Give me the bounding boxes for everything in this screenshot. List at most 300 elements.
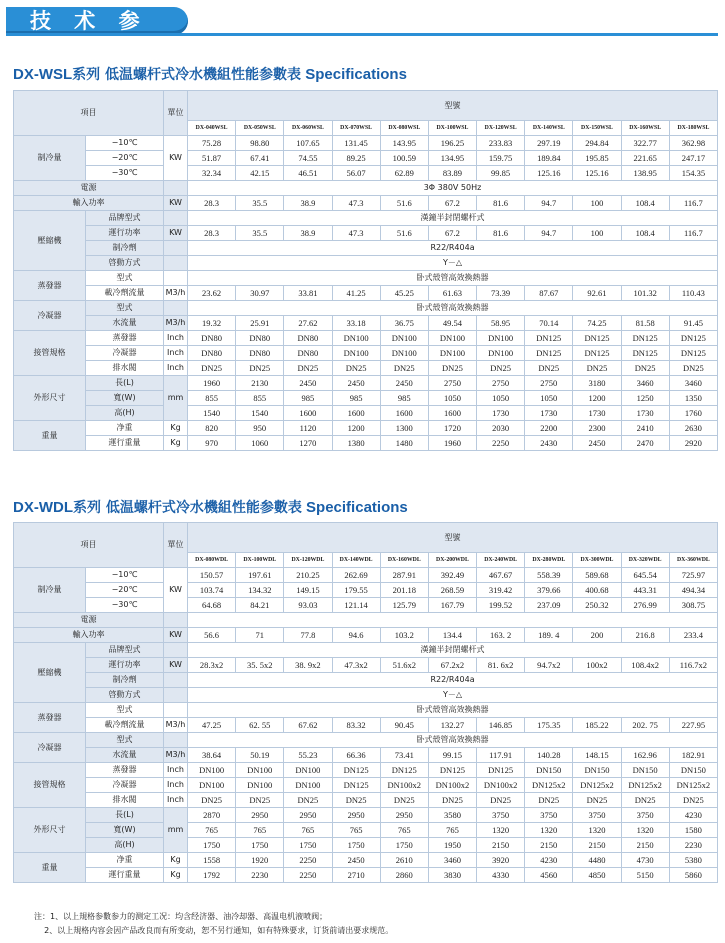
height-value: 2150 — [477, 838, 525, 853]
weight-label: 重量 — [14, 421, 86, 451]
pipe-cond-value: DN125x2 — [525, 778, 573, 793]
model-header: DX-240WDL — [477, 553, 525, 568]
pipe-cond-label: 冷凝器 — [86, 778, 164, 793]
unit-empty — [164, 271, 188, 286]
cooling-minus20-value: 179.55 — [332, 583, 380, 598]
cooling-capacity-label: 制冷量 — [14, 136, 86, 181]
model-header: DX-080WSL — [380, 121, 428, 136]
length-label: 長(L) — [86, 376, 164, 391]
water-flow-value: 25.91 — [236, 316, 284, 331]
footnote-1: 注：1、以上規格参數参力的测定工况：均含经济器、油冷却器、高温电机液喷阀； — [34, 912, 328, 921]
unit-inch: Inch — [164, 331, 188, 346]
width-value: 1250 — [621, 391, 669, 406]
cooling-minus30-value: 125.79 — [380, 598, 428, 613]
water-flow-value: 140.28 — [525, 748, 573, 763]
input-power-value: 47.3 — [332, 196, 380, 211]
model-header: DX-160WSL — [621, 121, 669, 136]
running-weight-value: 5150 — [621, 868, 669, 883]
width-label: 寬(W) — [86, 823, 164, 838]
drain-valve-value: DN25 — [236, 793, 284, 808]
evap-flow-value: 73.39 — [477, 286, 525, 301]
model-header: DX-320WDL — [621, 553, 669, 568]
net-weight-value: 2630 — [669, 421, 717, 436]
pipe-evap-label: 蒸發器 — [86, 331, 164, 346]
water-flow-value: 36.75 — [380, 316, 428, 331]
pipe-evap-value: DN80 — [236, 331, 284, 346]
drain-valve-value: DN25 — [477, 361, 525, 376]
height-value: 1600 — [380, 406, 428, 421]
input-power-value: 108.4 — [621, 196, 669, 211]
compressor-type-value: 漢鐘半封閉螺杆式 — [188, 643, 718, 658]
width-value: 765 — [188, 823, 236, 838]
running-weight-value: 2920 — [669, 436, 717, 451]
input-power-value: 134.4 — [428, 628, 476, 643]
running-weight-value: 1792 — [188, 868, 236, 883]
cond-type-value: 卧式殼管高效換熱器 — [188, 733, 718, 748]
height-value: 1750 — [236, 838, 284, 853]
cooling-minus10-value: 294.84 — [573, 136, 621, 151]
pipe-cond-value: DN125x2 — [669, 778, 717, 793]
drain-valve-value: DN25 — [669, 793, 717, 808]
drain-valve-value: DN25 — [669, 361, 717, 376]
wsl-title-en: Specifications — [301, 66, 407, 83]
drain-valve-value: DN25 — [188, 793, 236, 808]
height-value: 1600 — [284, 406, 332, 421]
cooling-minus20-value: 319.42 — [477, 583, 525, 598]
running-weight-value: 3830 — [428, 868, 476, 883]
net-weight-value: 1300 — [380, 421, 428, 436]
width-label: 寬(W) — [86, 391, 164, 406]
water-flow-value: 38.64 — [188, 748, 236, 763]
cooling-minus10-value: 392.49 — [428, 568, 476, 583]
height-value: 1730 — [621, 406, 669, 421]
width-value: 855 — [188, 391, 236, 406]
unit-m3h: M3/h — [164, 718, 188, 733]
wdl-spec-table — [13, 522, 718, 883]
input-power-value: 200 — [573, 628, 621, 643]
model-header: DX-180WSL — [669, 121, 717, 136]
cooling-minus30-value: 42.15 — [236, 166, 284, 181]
input-power-value: 28.3 — [188, 196, 236, 211]
net-weight-value: 1920 — [236, 853, 284, 868]
drain-valve-value: DN25 — [621, 793, 669, 808]
unit-kg: Kg — [164, 868, 188, 883]
width-value: 855 — [236, 391, 284, 406]
cooling-minus20-value: 51.87 — [188, 151, 236, 166]
wdl-title-series: DX-WDL — [13, 499, 73, 516]
run-power-value: 116.7x2 — [669, 658, 717, 673]
width-value: 1320 — [573, 823, 621, 838]
model-header: DX-120WSL — [477, 121, 525, 136]
cooling-minus10-value: 233.83 — [477, 136, 525, 151]
evap-flow-value: 227.95 — [669, 718, 717, 733]
unit-kw: KW — [164, 628, 188, 643]
evap-flow-value: 101.32 — [621, 286, 669, 301]
run-power-value: 28.3x2 — [188, 658, 236, 673]
unit-inch: Inch — [164, 778, 188, 793]
cooling-minus10-value: 75.28 — [188, 136, 236, 151]
water-flow-value: 50.19 — [236, 748, 284, 763]
height-value: 1750 — [188, 838, 236, 853]
unit-empty — [164, 301, 188, 316]
pipe-evap-value: DN100 — [428, 331, 476, 346]
unit-kw: KW — [164, 196, 188, 211]
length-value: 2950 — [236, 808, 284, 823]
wsl-spec-table — [13, 90, 718, 451]
pipe-cond-value: DN125 — [525, 346, 573, 361]
water-flow-value: 117.91 — [477, 748, 525, 763]
condenser-label: 冷凝器 — [14, 301, 86, 331]
evap-type-label: 型式 — [86, 703, 164, 718]
wdl-title-cn: 系列 低温螺杆式冷水機組性能参數表 — [73, 500, 302, 516]
water-flow-label: 水流量 — [86, 748, 164, 763]
cooling-minus20-value: 201.18 — [380, 583, 428, 598]
cooling-minus30-value: 62.89 — [380, 166, 428, 181]
run-power-value: 47.3x2 — [332, 658, 380, 673]
drain-valve-value: DN25 — [428, 793, 476, 808]
input-power-value: 67.2 — [428, 196, 476, 211]
compressor-type-value: 漢鐘半封閉螺杆式 — [188, 211, 718, 226]
item-header: 項目 — [14, 91, 164, 136]
width-value: 985 — [332, 391, 380, 406]
drain-valve-value: DN25 — [236, 361, 284, 376]
cooling-minus20-value: 494.34 — [669, 583, 717, 598]
length-value: 3750 — [525, 808, 573, 823]
pipe-evap-value: DN125 — [669, 331, 717, 346]
cooling-minus30-value: 199.52 — [477, 598, 525, 613]
evap-flow-value: 62. 55 — [236, 718, 284, 733]
footnote-2: 2、以上規格内容会因产品改良而有所变动，恕不另行通知，如有特殊要求，订货前请出要求规范。 — [34, 926, 394, 935]
dimensions-label: 外形尺寸 — [14, 808, 86, 853]
running-weight-value: 2860 — [380, 868, 428, 883]
drain-valve-value: DN25 — [284, 361, 332, 376]
drain-valve-value: DN25 — [621, 361, 669, 376]
cooling-minus20-value: 89.25 — [332, 151, 380, 166]
model-group-header: 型號 — [188, 523, 718, 553]
pipe-evap-value: DN125 — [525, 331, 573, 346]
width-value: 1320 — [477, 823, 525, 838]
cooling-minus10-value: 98.80 — [236, 136, 284, 151]
evap-flow-value: 61.63 — [428, 286, 476, 301]
water-flow-value: 162.96 — [621, 748, 669, 763]
cooling-minus30-value: 167.79 — [428, 598, 476, 613]
length-value: 3750 — [621, 808, 669, 823]
net-weight-value: 2610 — [380, 853, 428, 868]
water-flow-value: 58.95 — [477, 316, 525, 331]
length-value: 4230 — [669, 808, 717, 823]
water-flow-value: 73.41 — [380, 748, 428, 763]
run-power-value: 108.4x2 — [621, 658, 669, 673]
cooling-minus10-value: 196.25 — [428, 136, 476, 151]
run-power-value: 81.6 — [477, 226, 525, 241]
start-method-value: Y－△ — [188, 688, 718, 703]
cooling-minus10-value: 297.19 — [525, 136, 573, 151]
net-weight-value: 2410 — [621, 421, 669, 436]
refrigerant-value: R22/R404a — [188, 673, 718, 688]
pipe-spec-label: 接管規格 — [14, 331, 86, 376]
height-value: 1730 — [477, 406, 525, 421]
length-value: 1960 — [188, 376, 236, 391]
cooling-minus10-value: 589.68 — [573, 568, 621, 583]
evap-flow-value: 92.61 — [573, 286, 621, 301]
input-power-value: 116.7 — [669, 196, 717, 211]
run-power-value: 116.7 — [669, 226, 717, 241]
length-value: 2950 — [332, 808, 380, 823]
evaporator-label: 蒸發器 — [14, 703, 86, 733]
unit-empty — [164, 673, 188, 688]
run-power-value: 28.3 — [188, 226, 236, 241]
model-header: DX-100WDL — [236, 553, 284, 568]
running-weight-value: 970 — [188, 436, 236, 451]
running-weight-value: 1480 — [380, 436, 428, 451]
water-flow-value: 81.58 — [621, 316, 669, 331]
cond-type-value: 卧式殼管高效換熱器 — [188, 301, 718, 316]
cooling-minus30-value: 32.34 — [188, 166, 236, 181]
unit-empty — [164, 733, 188, 748]
pipe-cond-value: DN80 — [236, 346, 284, 361]
pipe-evap-value: DN125 — [621, 331, 669, 346]
cooling-minus20-value: 189.84 — [525, 151, 573, 166]
evap-flow-value: 132.27 — [428, 718, 476, 733]
unit-m3h: M3/h — [164, 316, 188, 331]
net-weight-value: 2300 — [573, 421, 621, 436]
height-value: 1540 — [236, 406, 284, 421]
unit-empty — [164, 241, 188, 256]
water-flow-value: 74.25 — [573, 316, 621, 331]
width-value: 1050 — [525, 391, 573, 406]
water-flow-value: 91.45 — [669, 316, 717, 331]
net-weight-value: 4730 — [621, 853, 669, 868]
cooling-minus20-value: 159.75 — [477, 151, 525, 166]
cooling-minus30-value: 154.35 — [669, 166, 717, 181]
start-method-label: 啓動方式 — [86, 256, 164, 271]
height-value: 1950 — [428, 838, 476, 853]
net-weight-value: 820 — [188, 421, 236, 436]
run-power-value: 51.6x2 — [380, 658, 428, 673]
input-power-value: 103.2 — [380, 628, 428, 643]
cond-type-label: 型式 — [86, 733, 164, 748]
width-value: 765 — [380, 823, 428, 838]
unit-mm: mm — [164, 376, 188, 421]
temp-label: −10℃ — [86, 136, 164, 151]
input-power-value: 35.5 — [236, 196, 284, 211]
model-header: DX-070WSL — [332, 121, 380, 136]
net-weight-value: 950 — [236, 421, 284, 436]
height-value: 1750 — [284, 838, 332, 853]
input-power-value: 163. 2 — [477, 628, 525, 643]
drain-valve-value: DN25 — [380, 793, 428, 808]
model-header: DX-280WDL — [525, 553, 573, 568]
pipe-evap-value: DN150 — [573, 763, 621, 778]
net-weight-value: 2250 — [284, 853, 332, 868]
drain-valve-value: DN25 — [332, 361, 380, 376]
length-label: 長(L) — [86, 808, 164, 823]
cooling-minus30-value: 93.03 — [284, 598, 332, 613]
cooling-minus20-value: 268.59 — [428, 583, 476, 598]
cooling-minus30-value: 46.51 — [284, 166, 332, 181]
length-value: 3750 — [573, 808, 621, 823]
cooling-minus20-value: 103.74 — [188, 583, 236, 598]
water-flow-value: 66.36 — [332, 748, 380, 763]
cooling-minus10-value: 725.97 — [669, 568, 717, 583]
pipe-evap-value: DN100 — [477, 331, 525, 346]
refrigerant-label: 制冷劑 — [86, 241, 164, 256]
running-weight-value: 2710 — [332, 868, 380, 883]
pipe-cond-value: DN80 — [284, 346, 332, 361]
evap-flow-value: 83.32 — [332, 718, 380, 733]
input-power-value: 189. 4 — [525, 628, 573, 643]
pipe-evap-value: DN100 — [188, 763, 236, 778]
model-header: DX-140WDL — [332, 553, 380, 568]
running-weight-value: 2230 — [236, 868, 284, 883]
length-value: 2950 — [284, 808, 332, 823]
width-value: 985 — [380, 391, 428, 406]
width-value: 1050 — [477, 391, 525, 406]
cooling-minus10-value: 645.54 — [621, 568, 669, 583]
running-weight-value: 1380 — [332, 436, 380, 451]
length-value: 2450 — [284, 376, 332, 391]
run-power-value: 94.7 — [525, 226, 573, 241]
net-weight-value: 3920 — [477, 853, 525, 868]
drain-valve-value: DN25 — [428, 361, 476, 376]
evap-flow-value: 33.81 — [284, 286, 332, 301]
pipe-evap-value: DN125 — [477, 763, 525, 778]
pipe-cond-value: DN125 — [332, 778, 380, 793]
run-power-value: 67.2 — [428, 226, 476, 241]
cooling-minus30-value: 84.21 — [236, 598, 284, 613]
unit-inch: Inch — [164, 361, 188, 376]
refrigerant-label: 制冷劑 — [86, 673, 164, 688]
width-value: 1350 — [669, 391, 717, 406]
evap-flow-value: 185.22 — [573, 718, 621, 733]
net-weight-value: 2200 — [525, 421, 573, 436]
model-header: DX-140WSL — [525, 121, 573, 136]
run-power-value: 47.3 — [332, 226, 380, 241]
evap-type-value: 卧式殼管高效換熱器 — [188, 271, 718, 286]
power-supply-value: 3Φ 380V 50Hz — [188, 181, 718, 196]
height-value: 2150 — [573, 838, 621, 853]
run-power-value: 94.7x2 — [525, 658, 573, 673]
cooling-minus30-value: 99.85 — [477, 166, 525, 181]
unit-empty — [164, 643, 188, 658]
pipe-evap-label: 蒸發器 — [86, 763, 164, 778]
height-value: 1600 — [332, 406, 380, 421]
cooling-minus10-value: 287.91 — [380, 568, 428, 583]
water-flow-value: 27.62 — [284, 316, 332, 331]
cooling-minus10-value: 197.61 — [236, 568, 284, 583]
net-weight-value: 5380 — [669, 853, 717, 868]
pipe-evap-value: DN150 — [525, 763, 573, 778]
cooling-minus30-value: 138.95 — [621, 166, 669, 181]
input-power-value: 77.8 — [284, 628, 332, 643]
drain-valve-value: DN25 — [332, 793, 380, 808]
section-header-title: 技 术 参 数 — [30, 9, 148, 60]
water-flow-value: 99.15 — [428, 748, 476, 763]
pipe-cond-value: DN100 — [380, 346, 428, 361]
net-weight-value: 2450 — [332, 853, 380, 868]
input-power-value: 233.4 — [669, 628, 717, 643]
evap-flow-value: 67.62 — [284, 718, 332, 733]
width-value: 1580 — [669, 823, 717, 838]
pipe-spec-label: 接管規格 — [14, 763, 86, 808]
width-value: 985 — [284, 391, 332, 406]
input-power-value: 100 — [573, 196, 621, 211]
evap-flow-value: 30.97 — [236, 286, 284, 301]
power-supply-label: 電源 — [14, 613, 164, 628]
input-power-value: 38.9 — [284, 196, 332, 211]
header-rule — [6, 33, 718, 36]
water-flow-value: 55.23 — [284, 748, 332, 763]
model-header: DX-100WSL — [428, 121, 476, 136]
cooling-minus10-value: 362.98 — [669, 136, 717, 151]
height-value: 1730 — [525, 406, 573, 421]
evap-flow-value: 45.25 — [380, 286, 428, 301]
net-weight-value: 4480 — [573, 853, 621, 868]
drain-valve-value: DN25 — [188, 361, 236, 376]
evap-flow-label: 載冷劑流量 — [86, 286, 164, 301]
unit-m3h: M3/h — [164, 748, 188, 763]
cooling-minus20-value: 221.65 — [621, 151, 669, 166]
unit-kg: Kg — [164, 853, 188, 868]
length-value: 3460 — [621, 376, 669, 391]
length-value: 3580 — [428, 808, 476, 823]
run-power-value: 81. 6x2 — [477, 658, 525, 673]
run-power-value: 35. 5x2 — [236, 658, 284, 673]
pipe-cond-value: DN125 — [621, 346, 669, 361]
pipe-evap-value: DN100 — [332, 331, 380, 346]
net-weight-value: 4230 — [525, 853, 573, 868]
model-header: DX-050WSL — [236, 121, 284, 136]
unit-header: 單位 — [164, 91, 188, 136]
evap-flow-value: 175.35 — [525, 718, 573, 733]
length-value: 2750 — [477, 376, 525, 391]
brand-type-label: 品牌型式 — [86, 643, 164, 658]
unit-empty — [164, 181, 188, 196]
evap-flow-value: 47.25 — [188, 718, 236, 733]
pipe-evap-value: DN125 — [428, 763, 476, 778]
pipe-cond-value: DN100 — [477, 346, 525, 361]
model-header: DX-060WSL — [284, 121, 332, 136]
cooling-minus30-value: 308.75 — [669, 598, 717, 613]
height-value: 1750 — [332, 838, 380, 853]
unit-kw: KW — [164, 226, 188, 241]
net-weight-value: 1200 — [332, 421, 380, 436]
height-value: 2230 — [669, 838, 717, 853]
cooling-minus30-value: 237.09 — [525, 598, 573, 613]
cooling-minus30-value: 121.14 — [332, 598, 380, 613]
input-power-value: 71 — [236, 628, 284, 643]
length-value: 2950 — [380, 808, 428, 823]
drain-valve-value: DN25 — [284, 793, 332, 808]
brand-type-label: 品牌型式 — [86, 211, 164, 226]
pipe-cond-value: DN125x2 — [573, 778, 621, 793]
cooling-minus20-value: 74.55 — [284, 151, 332, 166]
temp-label: −20℃ — [86, 151, 164, 166]
item-header: 項目 — [14, 523, 164, 568]
drain-valve-value: DN25 — [525, 793, 573, 808]
unit-m3h: M3/h — [164, 286, 188, 301]
water-flow-value: 148.15 — [573, 748, 621, 763]
running-weight-value: 4560 — [525, 868, 573, 883]
input-power-value: 56.6 — [188, 628, 236, 643]
pipe-cond-value: DN100x2 — [380, 778, 428, 793]
running-weight-value: 2250 — [477, 436, 525, 451]
pipe-cond-value: DN100x2 — [428, 778, 476, 793]
pipe-evap-value: DN125 — [332, 763, 380, 778]
cooling-minus10-value: 322.77 — [621, 136, 669, 151]
width-value: 1050 — [428, 391, 476, 406]
run-power-value: 108.4 — [621, 226, 669, 241]
